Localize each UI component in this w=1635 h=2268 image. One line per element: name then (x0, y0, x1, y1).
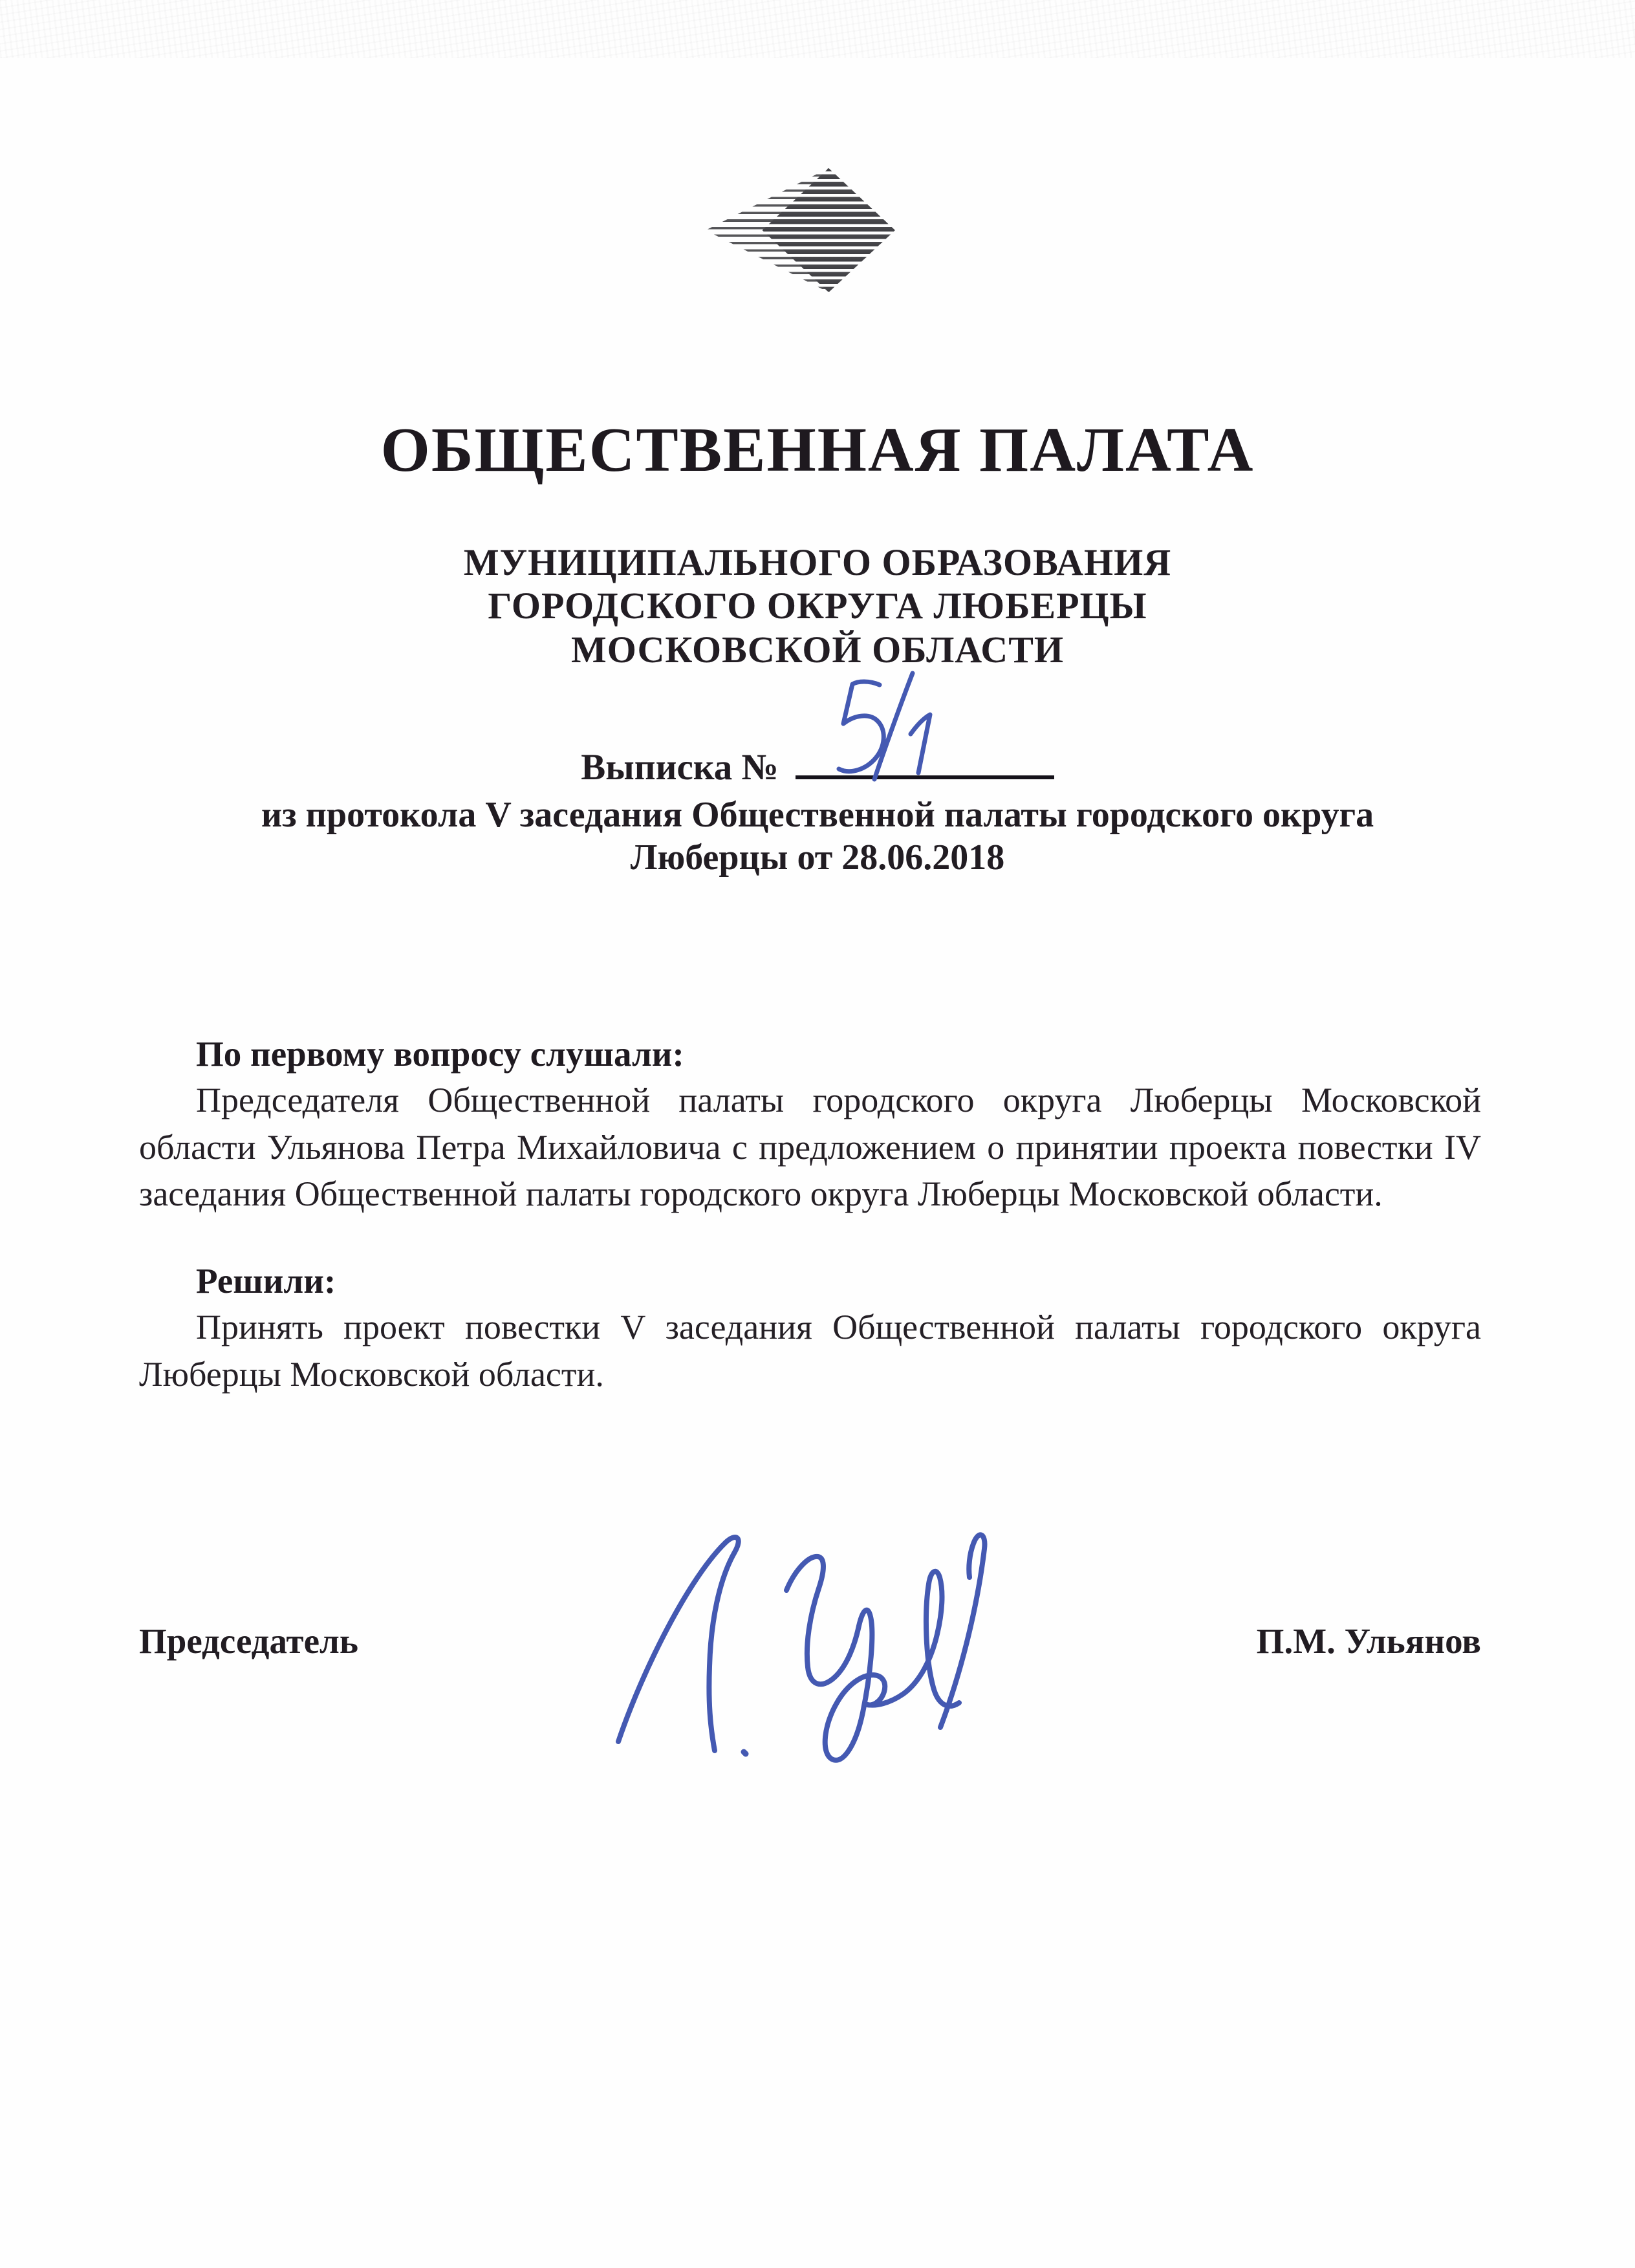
org-subtitle-line-3: МОСКОВСКОЙ ОБЛАСТИ (570, 628, 1064, 671)
document-body (139, 1033, 1481, 1398)
section-2-heading: Решили: (196, 1260, 336, 1301)
section-2-paragraph: Принять проект повестки V заседания Общественной палаты городского округа Люберцы Московской области. (139, 1307, 1481, 1394)
extract-line-2: из протокола V заседания Общественной палаты городского округа (261, 794, 1374, 835)
signature-name: П.М. Ульянов (1256, 1621, 1481, 1661)
striped-diamond-logo-icon (706, 167, 901, 294)
signature-row (139, 1511, 1481, 1770)
org-subtitle (0, 541, 1635, 671)
handwritten-extract-number (807, 668, 956, 784)
org-subtitle-line-2: ГОРОДСКОГО ОКРУГА ЛЮБЕРЦЫ (488, 585, 1147, 627)
org-title: ОБЩЕСТВЕННАЯ ПАЛАТА (380, 415, 1255, 485)
handwritten-signature (574, 1511, 1040, 1770)
extract-number-blank-line (796, 773, 1054, 779)
extract-label: Выписка № (581, 746, 779, 788)
section-1-heading: По первому вопросу слушали: (196, 1034, 684, 1074)
org-subtitle-line-1: МУНИЦИПАЛЬНОГО ОБРАЗОВАНИЯ (463, 541, 1172, 583)
extract-line-3: Люберцы от 28.06.2018 (630, 837, 1005, 878)
section-1-paragraph: Председателя Общественной палаты городского округа Люберцы Московской области Ульянова Петра Михайловича с предложением о принятии проекта повестки IV заседания Общественной палаты городского округа Люберцы Московской области. (139, 1081, 1481, 1214)
signature-role-label: Председатель (139, 1621, 358, 1661)
extract-number-row (0, 746, 1635, 788)
